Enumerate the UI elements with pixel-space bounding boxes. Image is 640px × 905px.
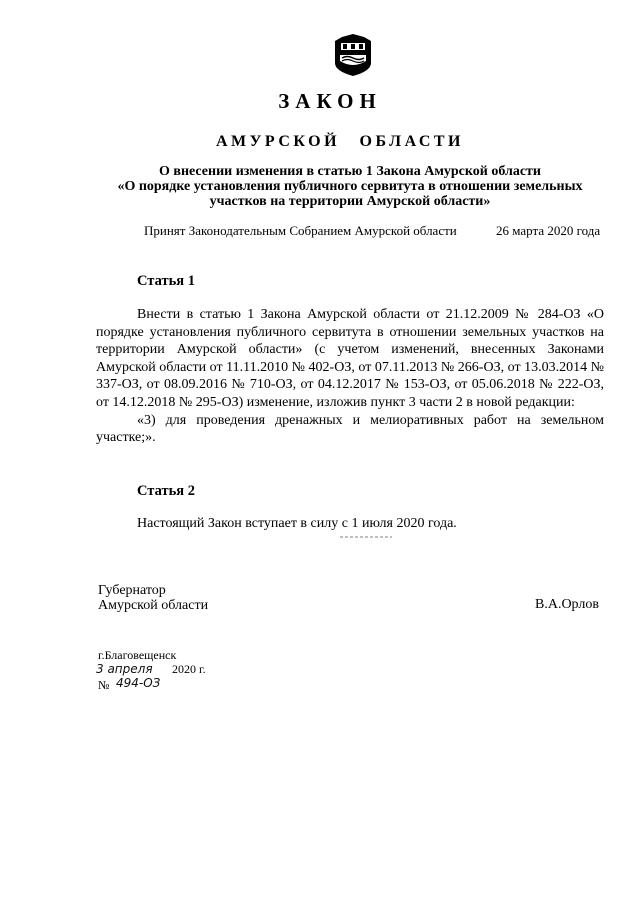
signatory-position bbox=[98, 583, 208, 613]
amur-oblast-emblem-icon bbox=[332, 33, 374, 77]
document-title: ЗАКОН bbox=[278, 89, 382, 113]
date-year: 2020 г. bbox=[172, 662, 206, 676]
city: г.Благовещенск bbox=[98, 648, 177, 662]
position-line-2: Амурской области bbox=[98, 598, 209, 613]
article-1-paragraph: Внести в статью 1 Закона Амурской области от 21.12.2009 № 284-ОЗ «О порядке установления публичного сервитута в отношении земельных участков на территории Амурской области» (с учетом изменений, внесенных Законами Амурской области от 11.11.2010 № 402-ОЗ, от 07.11.2013 № 266-ОЗ, от 13.03.2014 № 337-ОЗ, от 08.09.2016 № 710-ОЗ, от 04.12.2017 № 153-ОЗ, от 05.06.2018 № 222-ОЗ, от 14.12.2018 № 295-ОЗ) изменение, изложив пункт 3 части 2 в новой редакции: bbox=[96, 307, 604, 410]
handwritten-date: 3 апреля bbox=[96, 662, 153, 676]
pen-underline-mark bbox=[340, 536, 392, 538]
handwritten-law-number: 494-ОЗ bbox=[116, 676, 161, 690]
article-2-heading: Статья 2 bbox=[137, 483, 195, 499]
article-2-text: Настоящий Закон вступает в силу с 1 июля 2020 года. bbox=[137, 516, 457, 531]
article-1-text bbox=[96, 306, 604, 447]
region-title: АМУРСКОЙ ОБЛАСТИ bbox=[216, 133, 464, 150]
position-line-1: Губернатор bbox=[98, 583, 166, 598]
adopted-by: Принят Законодательным Собранием Амурской области bbox=[144, 223, 457, 238]
adopted-date: 26 марта 2020 года bbox=[496, 223, 601, 238]
law-subject bbox=[96, 164, 604, 209]
subject-line-2: «О порядке установления публичного сервитута в отношении земельных участков на территории Амурской области» bbox=[117, 179, 583, 209]
number-sign: № bbox=[98, 678, 110, 692]
article-1-heading: Статья 1 bbox=[137, 273, 195, 289]
article-1-quote: «3) для проведения дренажных и мелиоративных работ на земельном участке;». bbox=[96, 412, 604, 446]
signatory-name: В.А.Орлов bbox=[535, 597, 599, 612]
subject-line-1: О внесении изменения в статью 1 Закона Амурской области bbox=[159, 164, 541, 179]
